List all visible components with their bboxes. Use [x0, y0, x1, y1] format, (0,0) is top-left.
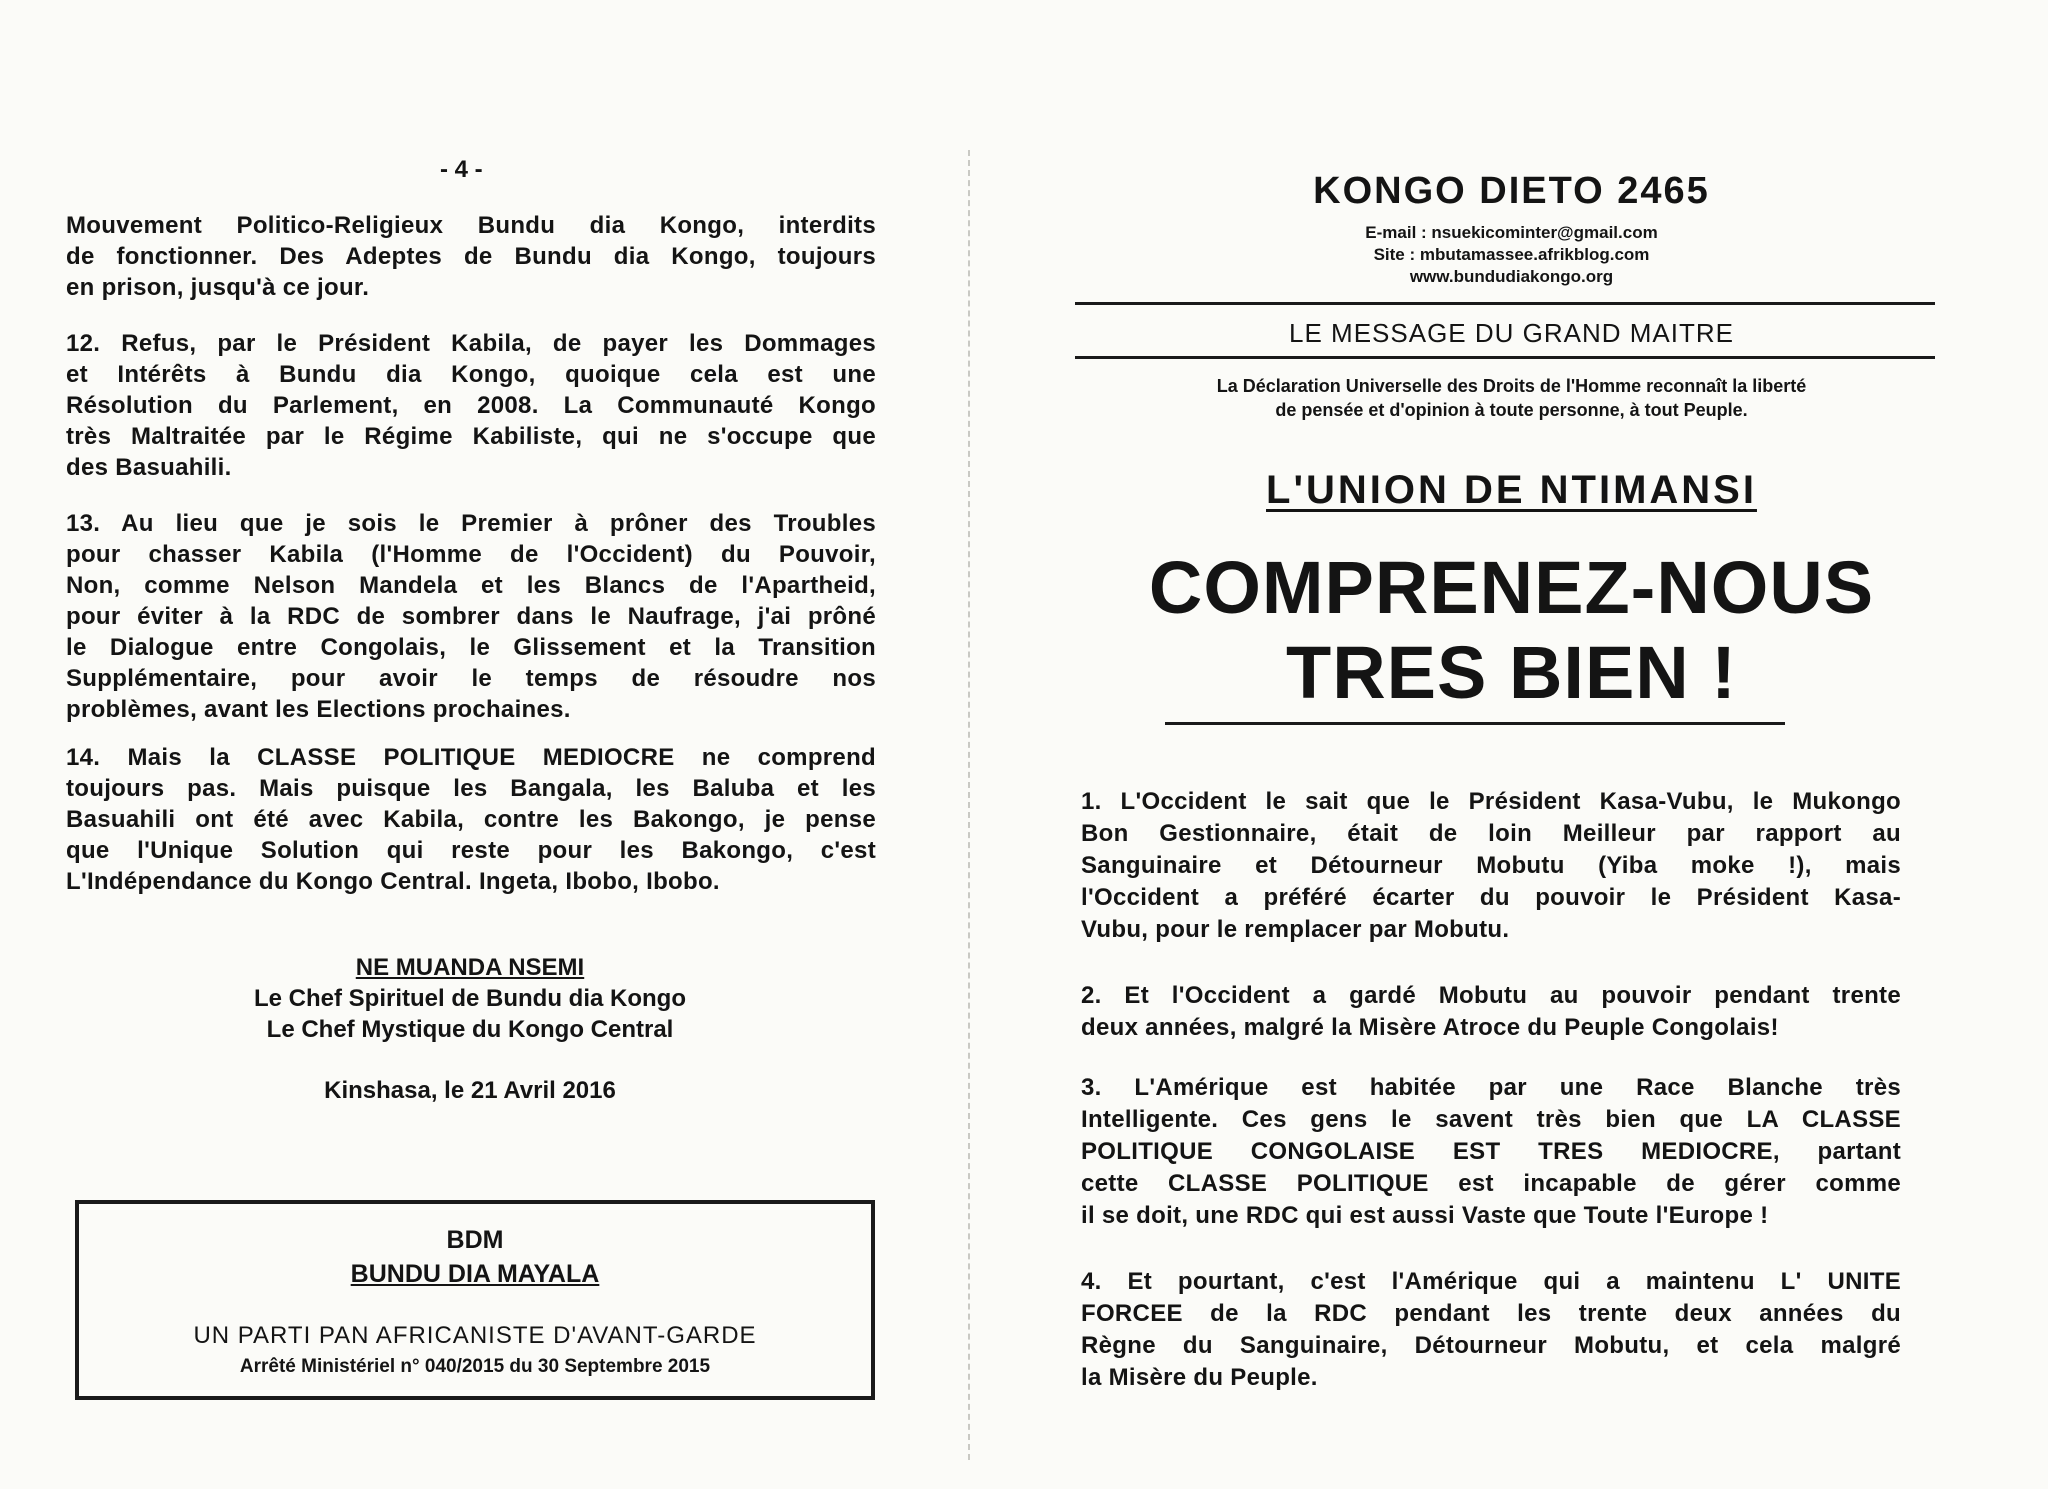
text-line: il se doit, une RDC qui est aussi Vaste que Toute l'Europe ! — [1081, 1202, 1769, 1229]
text-line: deux années, malgré la Misère Atroce du Peuple Congolais! — [1081, 1014, 1779, 1041]
text-line: Règne du Sanguinaire, Détourneur Mobutu, et cela malgré — [1081, 1332, 1901, 1359]
message-header: LE MESSAGE DU GRAND MAITRE — [1289, 318, 1734, 348]
web-line: www.bundudiakongo.org — [1409, 267, 1614, 286]
headline-line-2: TRES BIEN ! — [1286, 631, 1737, 714]
subtitle — [975, 468, 2048, 513]
declaration-text — [975, 374, 2048, 422]
item-1-paragraph — [1081, 786, 1901, 946]
text-line: 4. Et pourtant, c'est l'Amérique qui a maintenu L' UNITE — [1081, 1268, 1901, 1295]
text-line: la Misère du Peuple. — [1081, 1364, 1318, 1391]
site-line: Site : mbutamassee.afrikblog.com — [1373, 245, 1650, 264]
signatory-title-mystic: Le Chef Mystique du Kongo Central — [266, 1016, 674, 1043]
text-line: l'Occident a préféré écarter du pouvoir le Président Kasa- — [1081, 884, 1901, 911]
page-number: - 4 - — [440, 156, 483, 183]
right-page — [975, 0, 2048, 1489]
text-line: 3. L'Amérique est habitée par une Race Blanche très — [1081, 1074, 1901, 1101]
text-line: Bon Gestionnaire, était de loin Meilleur par rapport au — [1081, 820, 1901, 847]
text-line: 1. L'Occident le sait que le Président Kasa-Vubu, le Mukongo — [1081, 788, 1901, 815]
text-line: POLITIQUE CONGOLAISE EST TRES MEDIOCRE, partant — [1081, 1138, 1901, 1165]
text-line: des Basuahili. — [66, 454, 232, 481]
party-name: BUNDU DIA MAYALA — [350, 1260, 600, 1288]
text-line: Sanguinaire et Détourneur Mobutu (Yiba moke !), mais — [1081, 852, 1901, 879]
page-fold-divider — [968, 150, 970, 1460]
item-12-paragraph — [66, 328, 876, 483]
signatory-name: NE MUANDA NSEMI — [355, 954, 585, 981]
text-line: Intelligente. Ces gens le savent très bien que LA CLASSE — [1081, 1106, 1901, 1133]
text-line: cette CLASSE POLITIQUE est incapable de gérer comme — [1081, 1170, 1901, 1197]
party-decree: Arrêté Ministériel n° 040/2015 du 30 Septembre 2015 — [239, 1356, 711, 1377]
text-line: 2. Et l'Occident a gardé Mobutu au pouvoir pendant trente — [1081, 982, 1901, 1009]
text-line: 12. Refus, par le Président Kabila, de payer les Dommages — [66, 330, 876, 357]
rule-headline — [1165, 722, 1785, 725]
text-line: 13. Au lieu que je sois le Premier à prôner des Troubles — [66, 510, 876, 537]
declaration-line: de pensée et d'opinion à toute personne, à tout Peuple. — [1275, 400, 1748, 420]
text-line: Supplémentaire, pour avoir le temps de résoudre nos — [66, 665, 876, 692]
email-line: E-mail : nsuekicominter@gmail.com — [1365, 223, 1658, 242]
intro-paragraph — [66, 210, 876, 303]
text-line: Vubu, pour le remplacer par Mobutu. — [1081, 916, 1510, 943]
rule-middle — [1075, 356, 1935, 359]
party-tagline: UN PARTI PAN AFRICANISTE D'AVANT-GARDE — [193, 1322, 757, 1349]
text-line: pour éviter à la RDC de sombrer dans le Naufrage, j'ai prôné — [66, 603, 876, 630]
item-13-paragraph — [66, 508, 876, 725]
signatory-title-spiritual: Le Chef Spirituel de Bundu dia Kongo — [254, 985, 686, 1012]
text-line: de fonctionner. Des Adeptes de Bundu dia Kongo, toujours — [66, 243, 876, 270]
text-line: le Dialogue entre Congolais, le Glissement et la Transition — [66, 634, 876, 661]
text-line: en prison, jusqu'à ce jour. — [66, 274, 370, 301]
place-date: Kinshasa, le 21 Avril 2016 — [324, 1077, 616, 1104]
masthead: KONGO DIETO 2465 — [1313, 170, 1710, 212]
declaration-line: La Déclaration Universelle des Droits de l'Homme reconnaît la liberté — [1216, 376, 1807, 396]
left-page — [0, 0, 965, 1489]
text-line: 14. Mais la CLASSE POLITIQUE MEDIOCRE ne comprend — [66, 744, 876, 771]
text-line: Non, comme Nelson Mandela et les Blancs de l'Apartheid, — [66, 572, 876, 599]
subtitle-text: L'UNION DE NTIMANSI — [1266, 468, 1757, 512]
item-14-paragraph — [66, 742, 876, 897]
item-3-paragraph — [1081, 1072, 1901, 1232]
text-line: et Intérêts à Bundu dia Kongo, quoique cela est une — [66, 361, 876, 388]
headline-line-1: COMPRENEZ-NOUS — [1148, 546, 1875, 629]
party-box — [75, 1200, 875, 1400]
text-line: pour chasser Kabila (l'Homme de l'Occident) du Pouvoir, — [66, 541, 876, 568]
item-4-paragraph — [1081, 1266, 1901, 1394]
item-2-paragraph — [1081, 980, 1901, 1044]
rule-top — [1075, 302, 1935, 305]
text-line: FORCEE de la RDC pendant les trente deux années du — [1081, 1300, 1901, 1327]
text-line: problèmes, avant les Elections prochaines. — [66, 696, 571, 723]
text-line: Basuahili ont été avec Kabila, contre les Bakongo, je pense — [66, 806, 876, 833]
text-line: que l'Unique Solution qui reste pour les Bakongo, c'est — [66, 837, 876, 864]
signature-block — [150, 952, 790, 1106]
text-line: L'Indépendance du Kongo Central. Ingeta, Ibobo, Ibobo. — [66, 868, 720, 895]
text-line: Résolution du Parlement, en 2008. La Communauté Kongo — [66, 392, 876, 419]
party-abbr: BDM — [446, 1226, 504, 1254]
text-line: toujours pas. Mais puisque les Bangala, les Baluba et les — [66, 775, 876, 802]
text-line: Mouvement Politico-Religieux Bundu dia Kongo, interdits — [66, 212, 876, 239]
text-line: très Maltraitée par le Régime Kabiliste, qui ne s'occupe que — [66, 423, 876, 450]
